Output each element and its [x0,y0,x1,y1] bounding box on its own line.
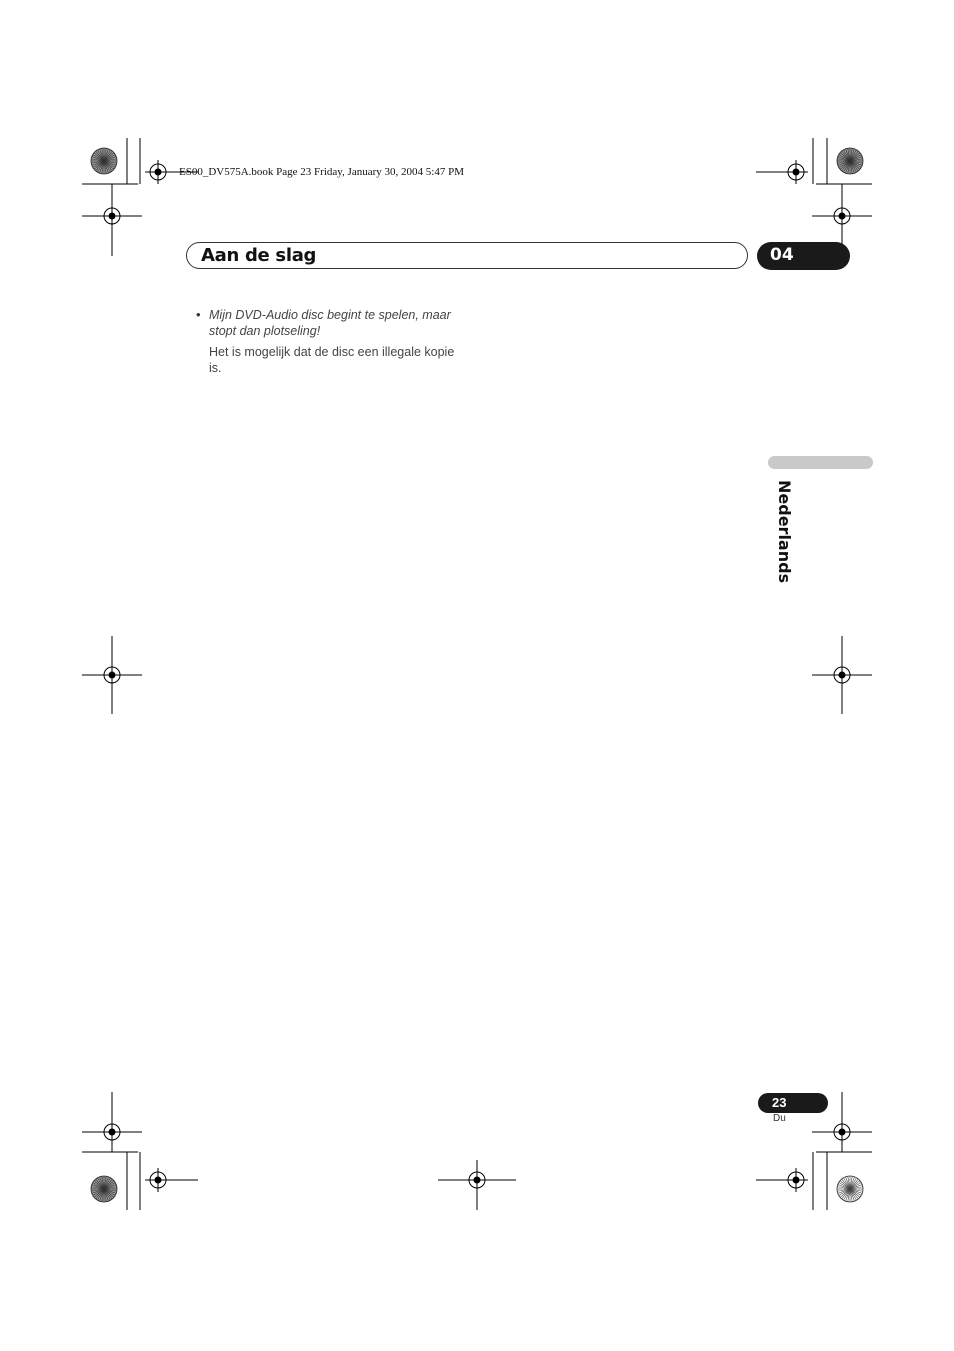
page-number: 23 [772,1095,787,1110]
starburst-target [91,148,117,174]
starburst-target [837,1176,863,1202]
language-tab-label: Nederlands [775,480,794,584]
troubleshooting-answer: Het is mogelijk dat de disc een illegale kopie is. [209,345,455,375]
language-tab-bar [768,456,873,469]
page-language-code: Du [773,1113,786,1124]
starburst-target [837,148,863,174]
section-title-bar [186,242,748,269]
starburst-target [91,1176,117,1202]
bullet-marker: • [196,307,201,322]
section-title: Aan de slag [201,245,317,266]
chapter-badge [757,242,850,270]
chapter-number: 04 [770,245,794,265]
page-number-badge [758,1093,828,1113]
book-info-line: ES00_DV575A.book Page 23 Friday, January 30, 2004 5:47 PM [179,166,464,178]
troubleshooting-question: Mijn DVD-Audio disc begint te spelen, maar stopt dan plotseling! [209,308,451,338]
